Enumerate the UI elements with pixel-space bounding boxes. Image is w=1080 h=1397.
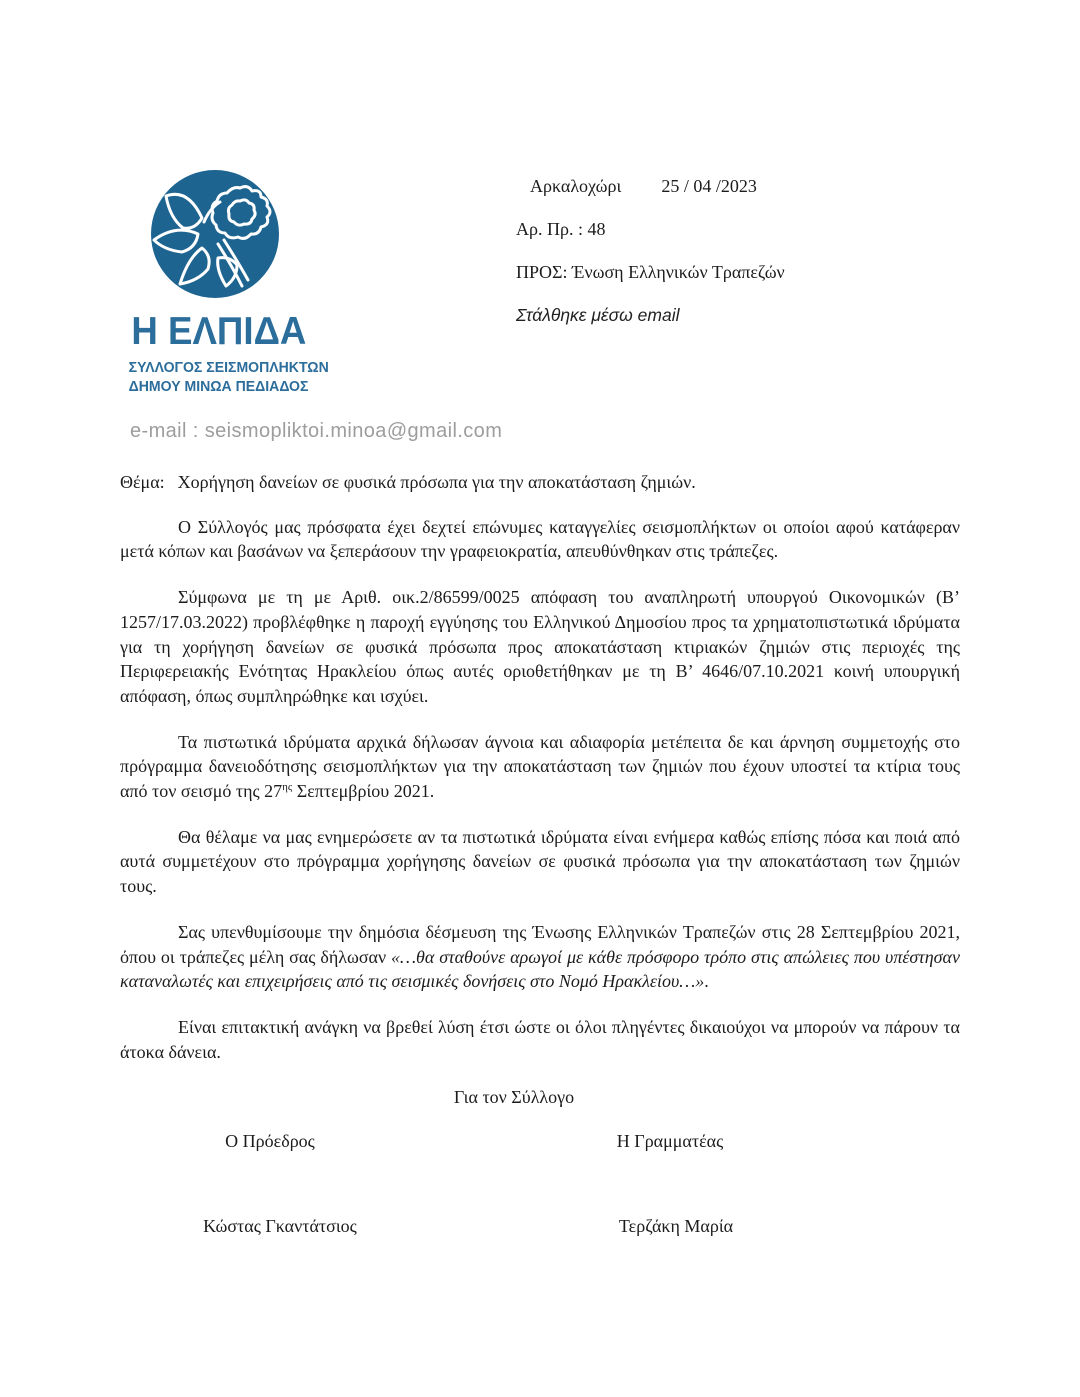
paragraph-5 bbox=[120, 920, 960, 994]
paragraph-3-text: Τα πιστωτικά ιδρύματα αρχικά δήλωσαν άγνοια και αδιαφορία μετέπειτα δε και άρνηση συμμετοχής στο πρόγραμμα δανειοδότησης σεισμοπλήκτων για την αποκατάσταση των ζημιών που έχουν υποστεί τα κτίρια τους από τον σεισμό της 27 bbox=[120, 731, 960, 802]
place: Αρκαλοχώρι bbox=[530, 176, 622, 196]
subject-line bbox=[120, 470, 960, 495]
logo-subtitle-1: ΣΥΛΛΟΓΟΣ ΣΕΙΣΜΟΠΛΗΚΤΩΝ bbox=[128, 360, 329, 376]
president-title: Ο Πρόεδρος bbox=[225, 1131, 315, 1152]
signature-titles-row bbox=[120, 1129, 960, 1154]
letter-header bbox=[516, 176, 785, 348]
place-date-line bbox=[516, 176, 785, 196]
secretary-name: Τερζάκη Μαρία bbox=[618, 1215, 734, 1236]
paragraph-1: Ο Σύλλογός μας πρόσφατα έχει δεχτεί επώνυμες καταγγελίες σεισμοπλήκτων οι οποίοι αφού κατάφεραν μετά κόπων και βασάνων να ξεπεράσουν την γραφειοκρατία, απευθύνθηκαν στις τράπεζες. bbox=[120, 516, 960, 562]
paragraph-5-text: Σας υπενθυμίσουμε την δημόσια δέσμευση της Ένωσης Ελληνικών Τραπεζών στις 28 Σεπτεμβρίου 2021, όπου οι τράπεζες μέλη σας δήλωσαν bbox=[120, 921, 960, 967]
recipient-line: ΠΡΟΣ: Ένωση Ελληνικών Τραπεζών bbox=[516, 262, 785, 282]
paragraph-3 bbox=[120, 730, 960, 804]
letter-body bbox=[120, 470, 960, 1238]
paragraph-6: Είναι επιτακτική ανάγκη να βρεθεί λύση έτσι ώστε οι όλοι πληγέντες δικαιούχοι να μπορούν να πάρουν τα άτοκα δάνεια. bbox=[120, 1016, 960, 1062]
logo-subtitle-2: ΔΗΜΟΥ ΜΙΝΩΑ ΠΕΔΙΑΔΟΣ bbox=[128, 379, 309, 395]
ordinal-superscript: ης bbox=[282, 781, 293, 794]
paragraph-2: Σύμφωνα με τη με Αριθ. οικ.2/86599/0025 απόφαση του αναπληρωτή υπουργού Οικονομικών (Β’ 1257/17.03.2022) προβλέφθηκε η παροχή εγγύησης του Ελληνικού Δημοσίου προς τα χρηματοπιστωτικά ιδρύματα για τη χορήγηση δανείων σε φυσικά πρόσωπα προς αποκατάσταση κτιριακών ζημιών στις περιοχές της Περιφερειακής Ενότητας Ηρακλείου όπως αυτές οριοθετήθηκαν με τη Β’ 4646/07.10.2021 κοινή υπουργική απόφαση, όπως συμπληρώθηκε και ισχύει. bbox=[120, 587, 960, 706]
president-name: Κώστας Γκαντάτσιος bbox=[203, 1215, 357, 1236]
email-line: e-mail : seismopliktoi.minoa@gmail.com bbox=[130, 420, 503, 442]
logo-title: Η ΕΛΠΙΔΑ bbox=[131, 310, 307, 353]
paragraph-4: Θα θέλαμε να μας ενημερώσετε αν τα πιστωτικά ιδρύματα είναι ενήμερα καθώς επίσης πόσα και ποιά από αυτά συμμετέχουν στο πρόγραμμα χορήγησης δανείων σε φυσικά πρόσωπα για την αποκατάσταση των ζημιών τους. bbox=[120, 826, 960, 897]
letterhead-logo bbox=[126, 168, 329, 395]
sent-via-note: Στάλθηκε μέσω email bbox=[516, 305, 680, 325]
subject-text: Χορήγηση δανείων σε φυσικά πρόσωπα για την αποκατάσταση ζημιών. bbox=[177, 472, 696, 492]
signature-names-row bbox=[120, 1214, 960, 1239]
protocol-number-line: Αρ. Πρ. : 48 bbox=[516, 219, 606, 239]
banks-quote: «…θα σταθούνε αρωγοί με κάθε πρόσφορο τρόπο στις απώλειες που υπέστησαν καταναλωτές και επιχειρήσεις από τις σεισμικές δονήσεις στο Νομό Ηρακλείου…» bbox=[120, 946, 960, 992]
paragraph-3-end: Σεπτεμβρίου 2021. bbox=[292, 781, 435, 802]
secretary-title: Η Γραμματέας bbox=[616, 1131, 724, 1152]
date: 25 / 04 /2023 bbox=[661, 176, 757, 196]
paragraph-5-end: . bbox=[704, 971, 709, 992]
for-association-line: Για τον Σύλλογο bbox=[453, 1087, 575, 1108]
narcissus-flower-icon bbox=[126, 168, 304, 302]
subject-label: Θέμα: bbox=[120, 472, 165, 492]
